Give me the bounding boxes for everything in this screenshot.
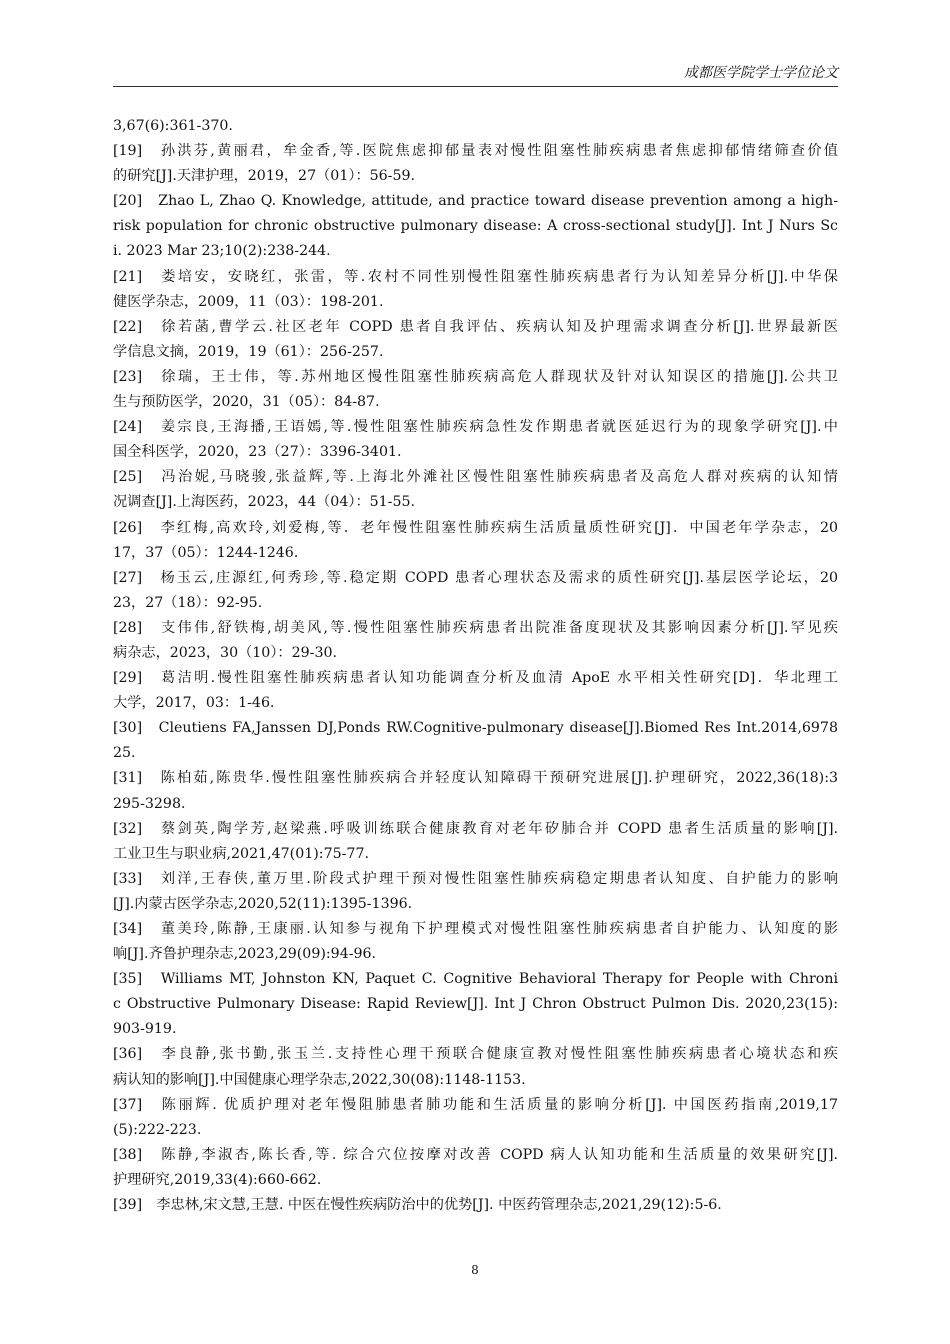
reference-line: 病杂志，2023，30（10）：29-30. [113, 644, 338, 661]
reference-line: [34] 董美玲,陈静,王康丽.认知参与视角下护理模式对慢性阻塞性肺疾病患者自护能力、认知度的影 [113, 921, 838, 937]
reference-line: [30] Cleutiens FA,Janssen DJ,Ponds RW.Cognitive-pulmonary disease[J].Biomed Res Int.2014,6978 [113, 720, 838, 737]
reference-line: [32] 蔡剑英,陶学芳,赵梁燕.呼吸训练联合健康教育对老年矽肺合并 COPD 患者生活质量的影响[J]. [113, 820, 838, 837]
reference-line: [23] 徐瑞，王士伟，等.苏州地区慢性阻塞性肺疾病高危人群现状及针对认知误区的措施[J].公共卫 [113, 368, 838, 385]
reference-line: 学信息文摘，2019，19（61）：256-257. [113, 343, 384, 360]
reference-line: c Obstructive Pulmonary Disease: Rapid Review[J]. Int J Chron Obstruct Pulmon Dis. 2020,23(15): [113, 996, 838, 1013]
reference-line: [24] 姜宗良,王海播,王语嫣,等.慢性阻塞性肺疾病急性发作期患者就医延迟行为的现象学研究[J].中 [113, 419, 838, 436]
reference-line: 大学，2017，03：1-46． [113, 695, 285, 712]
reference-line: 25. [113, 745, 136, 762]
reference-line: 健医学杂志，2009，11（03）：198-201. [113, 293, 384, 310]
reference-line: 响[J].齐鲁护理杂志,2023,29(09):94-96. [113, 946, 377, 963]
reference-line: [39] 李忠林,宋文慧,王慧. 中医在慢性疾病防治中的优势[J]. 中医药管理杂志,2021,29(12):5-6. [113, 1197, 722, 1214]
reference-line: [35] Williams MT, Johnston KN, Paquet C. Cognitive Behavioral Therapy for People with Chroni [113, 971, 838, 988]
reference-line: 护理研究,2019,33(4):660-662. [113, 1171, 322, 1188]
reference-line: [25] 冯治妮,马晓骏,张益辉,等.上海北外滩社区慢性阻塞性肺疾病患者及高危人群对疾病的认知情 [113, 469, 838, 486]
reference-line: [33] 刘洋,王春侠,董万里.阶段式护理干预对慢性阻塞性肺疾病稳定期患者认知度、自护能力的影响 [113, 870, 838, 887]
reference-line: [31] 陈柏茹,陈贵华.慢性阻塞性肺疾病合并轻度认知障碍干预研究进展[J].护理研究，2022,36(18):3 [113, 770, 838, 787]
reference-list [113, 114, 838, 1218]
reference-line: 17，37（05）：1244-1246． [113, 544, 309, 561]
running-header: 成都医学院学士学位论文 [684, 65, 838, 81]
reference-line: [27] 杨玉云,庄源红,何秀珍,等.稳定期 COPD 患者心理状态及需求的质性研究[J].基层医学论坛，20 [113, 569, 838, 586]
reference-line: 国全科医学，2020，23（27）：3396-3401. [113, 444, 402, 461]
reference-line: 况调查[J].上海医药，2023，44（04）：51-55. [113, 494, 416, 511]
reference-line: 3,67(6):361-370. [113, 118, 233, 134]
header-rule [113, 86, 838, 87]
reference-line: 生与预防医学，2020，31（05）：84-87. [113, 394, 380, 411]
reference-line: risk population for chronic obstructive pulmonary disease: A cross-sectional study[J]. Int J Nurs Sc [113, 218, 838, 235]
reference-line: 工业卫生与职业病,2021,47(01):75-77. [113, 845, 369, 862]
reference-line: 23，27（18）：92-95. [113, 594, 263, 611]
page-number: 8 [471, 1263, 479, 1277]
reference-line: [28] 支伟伟,舒铁梅,胡美风,等.慢性阻塞性肺疾病患者出院准备度现状及其影响因素分析[J].罕见疾 [113, 619, 838, 636]
reference-line: [22] 徐若菡,曹学云.社区老年 COPD 患者自我评估、疾病认知及护理需求调查分析[J].世界最新医 [113, 318, 838, 335]
reference-line: (5):222-223. [113, 1121, 202, 1138]
reference-line: [19] 孙洪芬,黄丽君，牟金香,等.医院焦虑抑郁量表对慢性阻塞性肺疾病患者焦虑抑郁情绪筛查价值 [113, 143, 838, 160]
reference-line: 295-3298. [113, 795, 186, 812]
reference-line: [37] 陈丽辉. 优质护理对老年慢阻肺患者肺功能和生活质量的影响分析[J]. 中国医药指南,2019,17 [113, 1096, 838, 1113]
reference-line: 病认知的影响[J].中国健康心理学杂志,2022,30(08):1148-1153. [113, 1071, 526, 1088]
reference-line: [J].内蒙古医学杂志,2020,52(11):1395-1396. [113, 895, 413, 912]
reference-line: 的研究[J].天津护理，2019，27（01）：56-59. [113, 168, 416, 185]
reference-line: 903-919. [113, 1021, 177, 1038]
reference-line: i. 2023 Mar 23;10(2):238-244. [113, 243, 331, 260]
reference-line: [20] Zhao L, Zhao Q. Knowledge, attitude, and practice toward disease prevention among a high- [113, 193, 838, 210]
reference-line: [26] 李红梅,高欢玲,刘爱梅,等．老年慢性阻塞性肺疾病生活质量质性研究[J]．中国老年学杂志，20 [113, 519, 838, 536]
reference-line: [21] 娄培安，安晓红，张雷，等.农村不同性别慢性阻塞性肺疾病患者行为认知差异分析[J].中华保 [113, 268, 838, 285]
reference-line: [38] 陈静,李淑杏,陈长香,等. 综合穴位按摩对改善 COPD 病人认知功能和生活质量的效果研究[J]. [113, 1146, 838, 1163]
reference-line: [36] 李良静,张书勤,张玉兰.支持性心理干预联合健康宣教对慢性阻塞性肺疾病患者心境状态和疾 [113, 1046, 838, 1063]
reference-line: [29] 葛洁明.慢性阻塞性肺疾病患者认知功能调查分析及血清 ApoE 水平相关性研究[D]．华北理工 [113, 670, 838, 687]
